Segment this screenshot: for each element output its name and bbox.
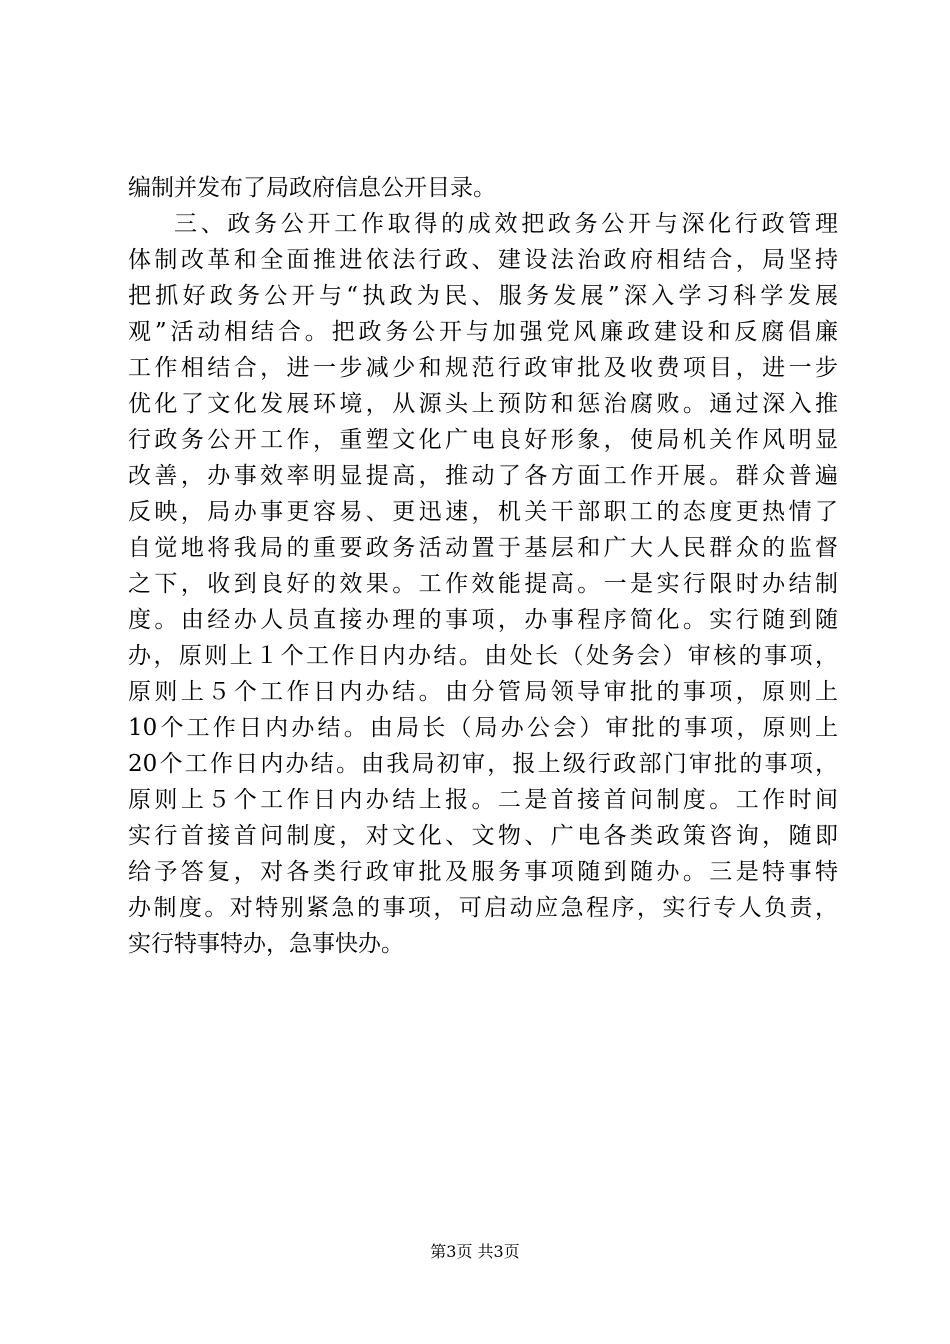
- text-line: 观”活动相结合。把政务公开与加强党风廉政建设和反腐倡廉: [128, 319, 838, 345]
- text-line: 给予答复，对各类行政审批及服务事项随到随办。三是特事特: [128, 859, 838, 885]
- text-line: 改善，办事效率明显提高，推动了各方面工作开展。群众普遍: [128, 463, 838, 489]
- text-line: 优化了文化发展环境，从源头上预防和惩治腐败。通过深入推: [128, 391, 838, 417]
- text-line: 自觉地将我局的重要政务活动置于基层和广大人民群众的监督: [128, 535, 838, 561]
- text-line: 原则上５个工作日内办结。由分管局领导审批的事项，原则上: [128, 679, 838, 705]
- text-line: 办制度。对特别紧急的事项，可启动应急程序，实行专人负责，: [128, 895, 838, 921]
- text-line: 行政务公开工作，重塑文化广电良好形象，使局机关作风明显: [128, 427, 838, 453]
- text-line: 20个工作日内办结。由我局初审，报上级行政部门审批的事项，: [128, 751, 838, 777]
- text-line: 反映，局办事更容易、更迅速，机关干部职工的态度更热情了: [128, 499, 838, 525]
- page-number: 第3页 共3页: [430, 1242, 520, 1261]
- text-line: 三、政务公开工作取得的成效把政务公开与深化行政管理: [174, 211, 838, 237]
- text-line: 编制并发布了局政府信息公开目录。: [128, 175, 496, 201]
- text-line: 把抓好政务公开与“执政为民、服务发展”深入学习科学发展: [128, 283, 838, 309]
- text-line: 度。由经办人员直接办理的事项，办事程序简化。实行随到随: [128, 607, 838, 633]
- body-text: [128, 170, 838, 962]
- text-line: 实行特事特办，急事快办。: [128, 931, 404, 957]
- text-line: 10个工作日内办结。由局长（局办公会）审批的事项，原则上: [128, 715, 838, 741]
- text-line: 工作相结合，进一步减少和规范行政审批及收费项目，进一步: [128, 355, 838, 381]
- text-line: 之下，收到良好的效果。工作效能提高。一是实行限时办结制: [128, 571, 838, 597]
- text-line: 原则上５个工作日内办结上报。二是首接首问制度。工作时间: [128, 787, 838, 813]
- text-line: 体制改革和全面推进依法行政、建设法治政府相结合，局坚持: [128, 247, 838, 273]
- text-line: 实行首接首问制度，对文化、文物、广电各类政策咨询，随即: [128, 823, 838, 849]
- text-line: 办，原则上１个工作日内办结。由处长（处务会）审核的事项，: [128, 643, 838, 669]
- page-footer: [0, 1242, 950, 1262]
